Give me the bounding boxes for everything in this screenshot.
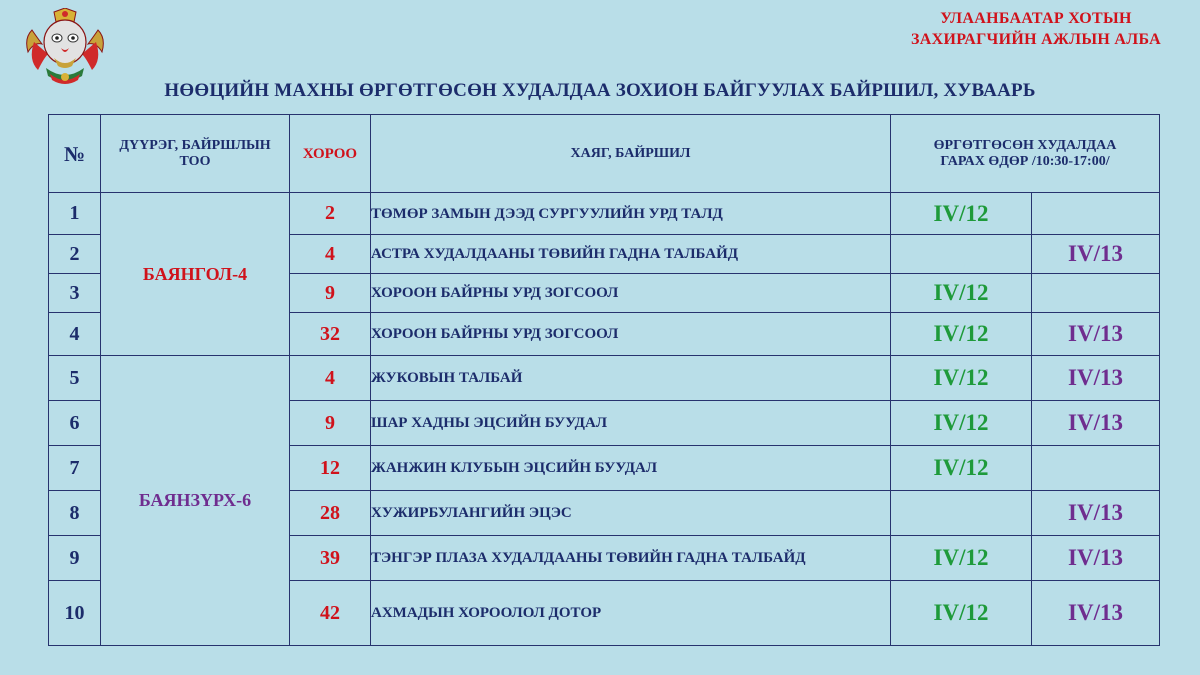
header-date [891, 115, 1160, 193]
address-cell: ХОРООН БАЙРНЫ УРД ЗОГСООЛ [371, 274, 891, 313]
date-12-cell: IV/12 [891, 401, 1032, 446]
date-12-cell: IV/12 [891, 536, 1032, 581]
row-number: 8 [49, 491, 101, 536]
khoroo-cell: 32 [290, 313, 371, 356]
table-row [49, 356, 1160, 401]
date-12-cell: IV/12 [891, 313, 1032, 356]
organization-line-2: ЗАХИРАГЧИЙН АЖЛЫН АЛБА [911, 31, 1161, 48]
khoroo-cell: 39 [290, 536, 371, 581]
address-cell: АСТРА ХУДАЛДААНЫ ТӨВИЙН ГАДНА ТАЛБАЙД [371, 235, 891, 274]
khoroo-cell: 42 [290, 581, 371, 646]
row-number: 1 [49, 193, 101, 235]
organization-line-1: УЛААНБААТАР ХОТЫН [940, 10, 1132, 27]
address-cell: ХОРООН БАЙРНЫ УРД ЗОГСООЛ [371, 313, 891, 356]
date-13-cell: IV/13 [1032, 313, 1160, 356]
header-date-line-2: ГАРАХ ӨДӨР /10:30-17:00/ [940, 153, 1110, 169]
row-number: 9 [49, 536, 101, 581]
date-13-cell [1032, 274, 1160, 313]
khoroo-cell: 9 [290, 274, 371, 313]
header-district-line-1: ДҮҮРЭГ, БАЙРШЛЫН [119, 137, 271, 153]
date-13-cell: IV/13 [1032, 235, 1160, 274]
date-13-cell [1032, 446, 1160, 491]
organization-name [886, 8, 1186, 50]
schedule-table [48, 114, 1160, 646]
date-13-cell: IV/13 [1032, 491, 1160, 536]
date-12-cell: IV/12 [891, 356, 1032, 401]
address-cell: ШАР ХАДНЫ ЭЦСИЙН БУУДАЛ [371, 401, 891, 446]
row-number: 10 [49, 581, 101, 646]
address-cell: ТЭНГЭР ПЛАЗА ХУДАЛДААНЫ ТӨВИЙН ГАДНА ТАЛБАЙД [371, 536, 891, 581]
header-number: № [49, 115, 101, 193]
header-district-line-2: ТОО [179, 153, 211, 169]
header-date-line-1: ӨРГӨТГӨСӨН ХУДАЛДАА [933, 137, 1117, 153]
date-13-cell: IV/13 [1032, 536, 1160, 581]
date-12-cell: IV/12 [891, 581, 1032, 646]
khoroo-cell: 28 [290, 491, 371, 536]
row-number: 7 [49, 446, 101, 491]
row-number: 3 [49, 274, 101, 313]
khoroo-cell: 4 [290, 356, 371, 401]
date-13-cell [1032, 193, 1160, 235]
row-number: 2 [49, 235, 101, 274]
date-12-cell: IV/12 [891, 274, 1032, 313]
header-district [101, 115, 290, 193]
address-cell: ЖАНЖИН КЛУБЫН ЭЦСИЙН БУУДАЛ [371, 446, 891, 491]
date-13-cell: IV/13 [1032, 356, 1160, 401]
date-13-cell: IV/13 [1032, 581, 1160, 646]
table-header-row [49, 115, 1160, 193]
date-12-cell [891, 491, 1032, 536]
row-number: 5 [49, 356, 101, 401]
address-cell: ЖУКОВЫН ТАЛБАЙ [371, 356, 891, 401]
khoroo-cell: 2 [290, 193, 371, 235]
date-12-cell: IV/12 [891, 193, 1032, 235]
date-13-cell: IV/13 [1032, 401, 1160, 446]
ulaanbaatar-emblem-icon [24, 8, 106, 88]
district-cell-bayangol: БАЯНГОЛ-4 [101, 193, 290, 356]
header-khoroo: ХОРОО [290, 115, 371, 193]
row-number: 6 [49, 401, 101, 446]
header-address: ХАЯГ, БАЙРШИЛ [371, 115, 891, 193]
khoroo-cell: 12 [290, 446, 371, 491]
row-number: 4 [49, 313, 101, 356]
date-12-cell [891, 235, 1032, 274]
address-cell: АХМАДЫН ХОРООЛОЛ ДОТОР [371, 581, 891, 646]
address-cell: ХУЖИРБУЛАНГИЙН ЭЦЭС [371, 491, 891, 536]
date-12-cell: IV/12 [891, 446, 1032, 491]
khoroo-cell: 9 [290, 401, 371, 446]
district-cell-bayanzurkh: БАЯНЗҮРХ-6 [101, 356, 290, 646]
page-title: НӨӨЦИЙН МАХНЫ ӨРГӨТГӨСӨН ХУДАЛДАА ЗОХИОН БАЙГУУЛАХ БАЙРШИЛ, ХУВААРЬ [164, 80, 1036, 101]
address-cell: ТӨМӨР ЗАМЫН ДЭЭД СУРГУУЛИЙН УРД ТАЛД [371, 193, 891, 235]
khoroo-cell: 4 [290, 235, 371, 274]
table-row [49, 193, 1160, 235]
